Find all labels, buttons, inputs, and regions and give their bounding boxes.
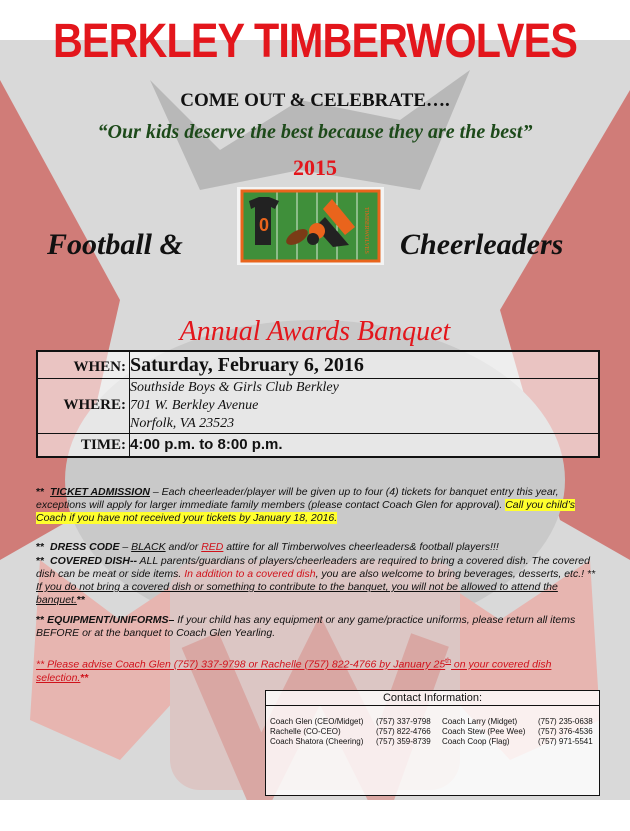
when-row [37, 351, 599, 379]
contact-right-names [442, 717, 525, 747]
dress-heading: DRESS CODE [50, 541, 120, 553]
ticket-heading: TICKET ADMISSION [50, 486, 150, 498]
event-date: Saturday, February 6, 2016 [130, 351, 600, 379]
address-line: Norfolk, VA 23523 [130, 416, 235, 431]
advise-paragraph: ** Please advise Coach Glen (757) 337-9798 or Rachelle (757) 822-4766 by January 25th on your covered dish selection.** [36, 658, 552, 684]
contact-name: Coach Larry (Midget) [442, 717, 518, 726]
cheerleaders-heading: Cheerleaders [400, 228, 564, 261]
subtitle: COME OUT & CELEBRATE…. [180, 90, 450, 111]
contact-phone: (757) 359-8739 [376, 737, 431, 746]
contact-info-box [265, 690, 600, 796]
page-title: BERKLEY TIMBERWOLVES [52, 15, 578, 68]
red-color-text: RED [201, 541, 224, 553]
address-line: 701 W. Berkley Avenue [130, 398, 259, 413]
event-address [130, 379, 600, 434]
year: 2015 [293, 155, 337, 180]
ticket-admission-paragraph: ** TICKET ADMISSION – Each cheerleader/player will be given up to four (4) tickets for banquet entry this year, exceptions will apply for larger immediate family members (please contact Coach Glen for approval). Call you child’s Coach if you have not received your tickets by January 18, 2016. [36, 486, 576, 524]
black-color-text: BLACK [131, 541, 166, 553]
dish-heading: COVERED DISH-- [50, 555, 137, 567]
covered-dish-paragraph: ** COVERED DISH-- ALL parents/guardians of players/cheerleaders are required to bring a covered dish. The covered dish can be meat or side items. In addition to a covered dish, you are also welcome to bring beverages, desserts, etc.! ** If you do not bring a covered dish or something to contribute to the banquet, you will not be allowed to attend the banquet.** [36, 555, 596, 606]
time-row [37, 434, 599, 458]
ticket-reminder: Call you child’s Coach if you have not received your tickets by January 18, 2016. [36, 499, 576, 524]
cake-image [237, 187, 384, 265]
equipment-paragraph: ** EQUIPMENT/UNIFORMS– If your child has any equipment or any game/practice uniforms, please return all items BEFORE or at the banquet to Coach Glen Yearling. [36, 614, 576, 639]
where-label: WHERE: [37, 379, 130, 434]
football-heading: Football & [47, 228, 183, 261]
contact-left-names [270, 717, 363, 747]
contact-phone: (757) 337-9798 [376, 717, 431, 726]
dress-code-paragraph: ** DRESS CODE – BLACK and/or RED attire for all Timberwolves cheerleaders& football players!!! [36, 541, 499, 553]
contact-phone: (757) 235-0638 [538, 717, 593, 726]
event-title: Annual Awards Banquet [179, 316, 451, 347]
dish-warning: If you do not bring a covered dish or something to contribute to the banquet, you will not be allowed to attend the banquet. [36, 581, 558, 606]
contact-name: Coach Shatora (Cheering) [270, 737, 364, 746]
contact-phone: (757) 971-5541 [538, 737, 593, 746]
time-label: TIME: [37, 434, 130, 458]
dish-red-text: In addition to a covered dish [184, 568, 316, 580]
contact-left-phones [376, 717, 431, 747]
contact-name: Coach Coop (Flag) [442, 737, 510, 746]
event-details-table [36, 350, 600, 458]
quote: “Our kids deserve the best because they are the best” [97, 121, 533, 143]
contact-right-phones [538, 717, 593, 747]
when-label: WHEN: [37, 351, 130, 379]
contact-heading: Contact Information: [266, 691, 599, 706]
contact-phone: (757) 376-4536 [538, 727, 593, 736]
event-time: 4:00 p.m. to 8:00 p.m. [130, 434, 600, 458]
contact-phone: (757) 822-4766 [376, 727, 431, 736]
contact-name: Rachelle (CO-CEO) [270, 727, 341, 736]
address-line: Southside Boys & Girls Club Berkley [130, 380, 339, 395]
svg-text:0: 0 [259, 215, 270, 235]
contact-name: Coach Stew (Pee Wee) [442, 727, 526, 736]
svg-text:TIMBERWOLVES: TIMBERWOLVES [363, 207, 369, 254]
contact-name: Coach Glen (CEO/Midget) [270, 717, 364, 726]
equipment-heading: EQUIPMENT/UNIFORMS– [47, 614, 175, 626]
where-row [37, 379, 599, 434]
